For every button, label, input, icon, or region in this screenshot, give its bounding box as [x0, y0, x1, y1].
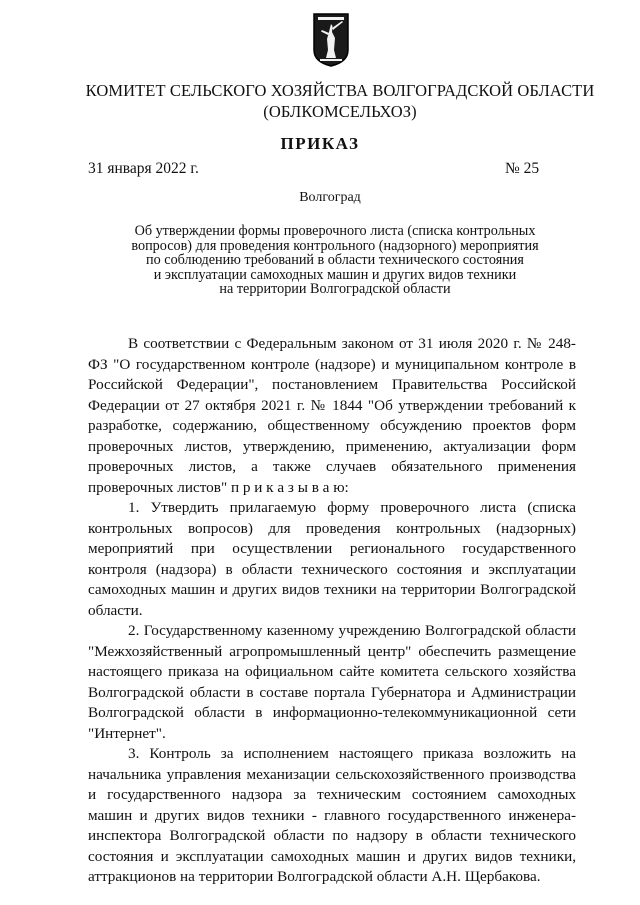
subject-line: вопросов) для проведения контрольного (надзорного) мероприятия	[131, 237, 539, 254]
order-item-3: 3. Контроль за исполнением настоящего приказа возложить на начальника управления механизации сельскохозяйственного производства и государственного надзора за техническим состоянием самоходных машин и других видов техники - главного государственного инженера-инспектора Волгоградской области по надзору в области технического состояния и эксплуатации самоходных машин и других видов техники, аттракционов на территории Волгоградской области А.Н. Щербакова.	[88, 745, 576, 885]
document-city: Волгоград	[299, 190, 361, 205]
organization-name-line1: КОМИТЕТ СЕЛЬСКОГО ХОЗЯЙСТВА ВОЛГОГРАДСКОЙ ОБЛАСТИ	[85, 81, 595, 100]
document-date: 31 января 2022 г.	[88, 160, 199, 177]
document-title: ПРИКАЗ	[280, 134, 360, 153]
volgograd-coat-of-arms-icon	[312, 12, 350, 68]
subject-line: и эксплуатации самоходных машин и других видов техники	[153, 266, 517, 283]
subject-line: Об утверждении формы проверочного листа (списка контрольных	[134, 223, 536, 239]
order-item-2: 2. Государственному казенному учреждению Волгоградской области "Межхозяйственный агропромышленный центр" обеспечить размещение настоящего приказа на официальном сайте комитета сельского хозяйства Волгоградской области в составе портала Губернатора и Администрации Волгоградской области в информационно-телекоммуникационной сети "Интернет".	[88, 622, 576, 742]
organization-name	[60, 80, 620, 122]
document-number: № 25	[505, 160, 540, 177]
subject-line: на территории Волгоградской области	[219, 281, 451, 297]
organization-name-line2: (ОБЛКОМСЕЛЬХОЗ)	[263, 102, 417, 121]
document-subject	[100, 224, 570, 297]
order-item-1: 1. Утвердить прилагаемую форму проверочного листа (списка контрольных вопросов) для проведения контрольных (надзорных) мероприятий при осуществлении регионального государственного контроля (надзора) в области технического состояния и эксплуатации самоходных машин и других видов техники на территории Волгоградской области.	[88, 499, 576, 619]
subject-line: по соблюдению требований в области технического состояния	[146, 252, 524, 268]
preamble-paragraph: В соответствии с Федеральным законом от 31 июля 2020 г. № 248-ФЗ "О государственном контроле (надзоре) и муниципальном контроле в Российской Федерации", постановлением Правительства Российской Федерации от 27 октября 2021 г. № 1844 "Об утверждении требований к разработке, содержанию, общественному обсуждению проектов форм проверочных листов, утверждению, применению, актуализации форм проверочных листов, а также случаев обязательного применения проверочных листов" п р и к а з ы в а ю:	[88, 335, 576, 496]
document-body	[88, 334, 576, 888]
